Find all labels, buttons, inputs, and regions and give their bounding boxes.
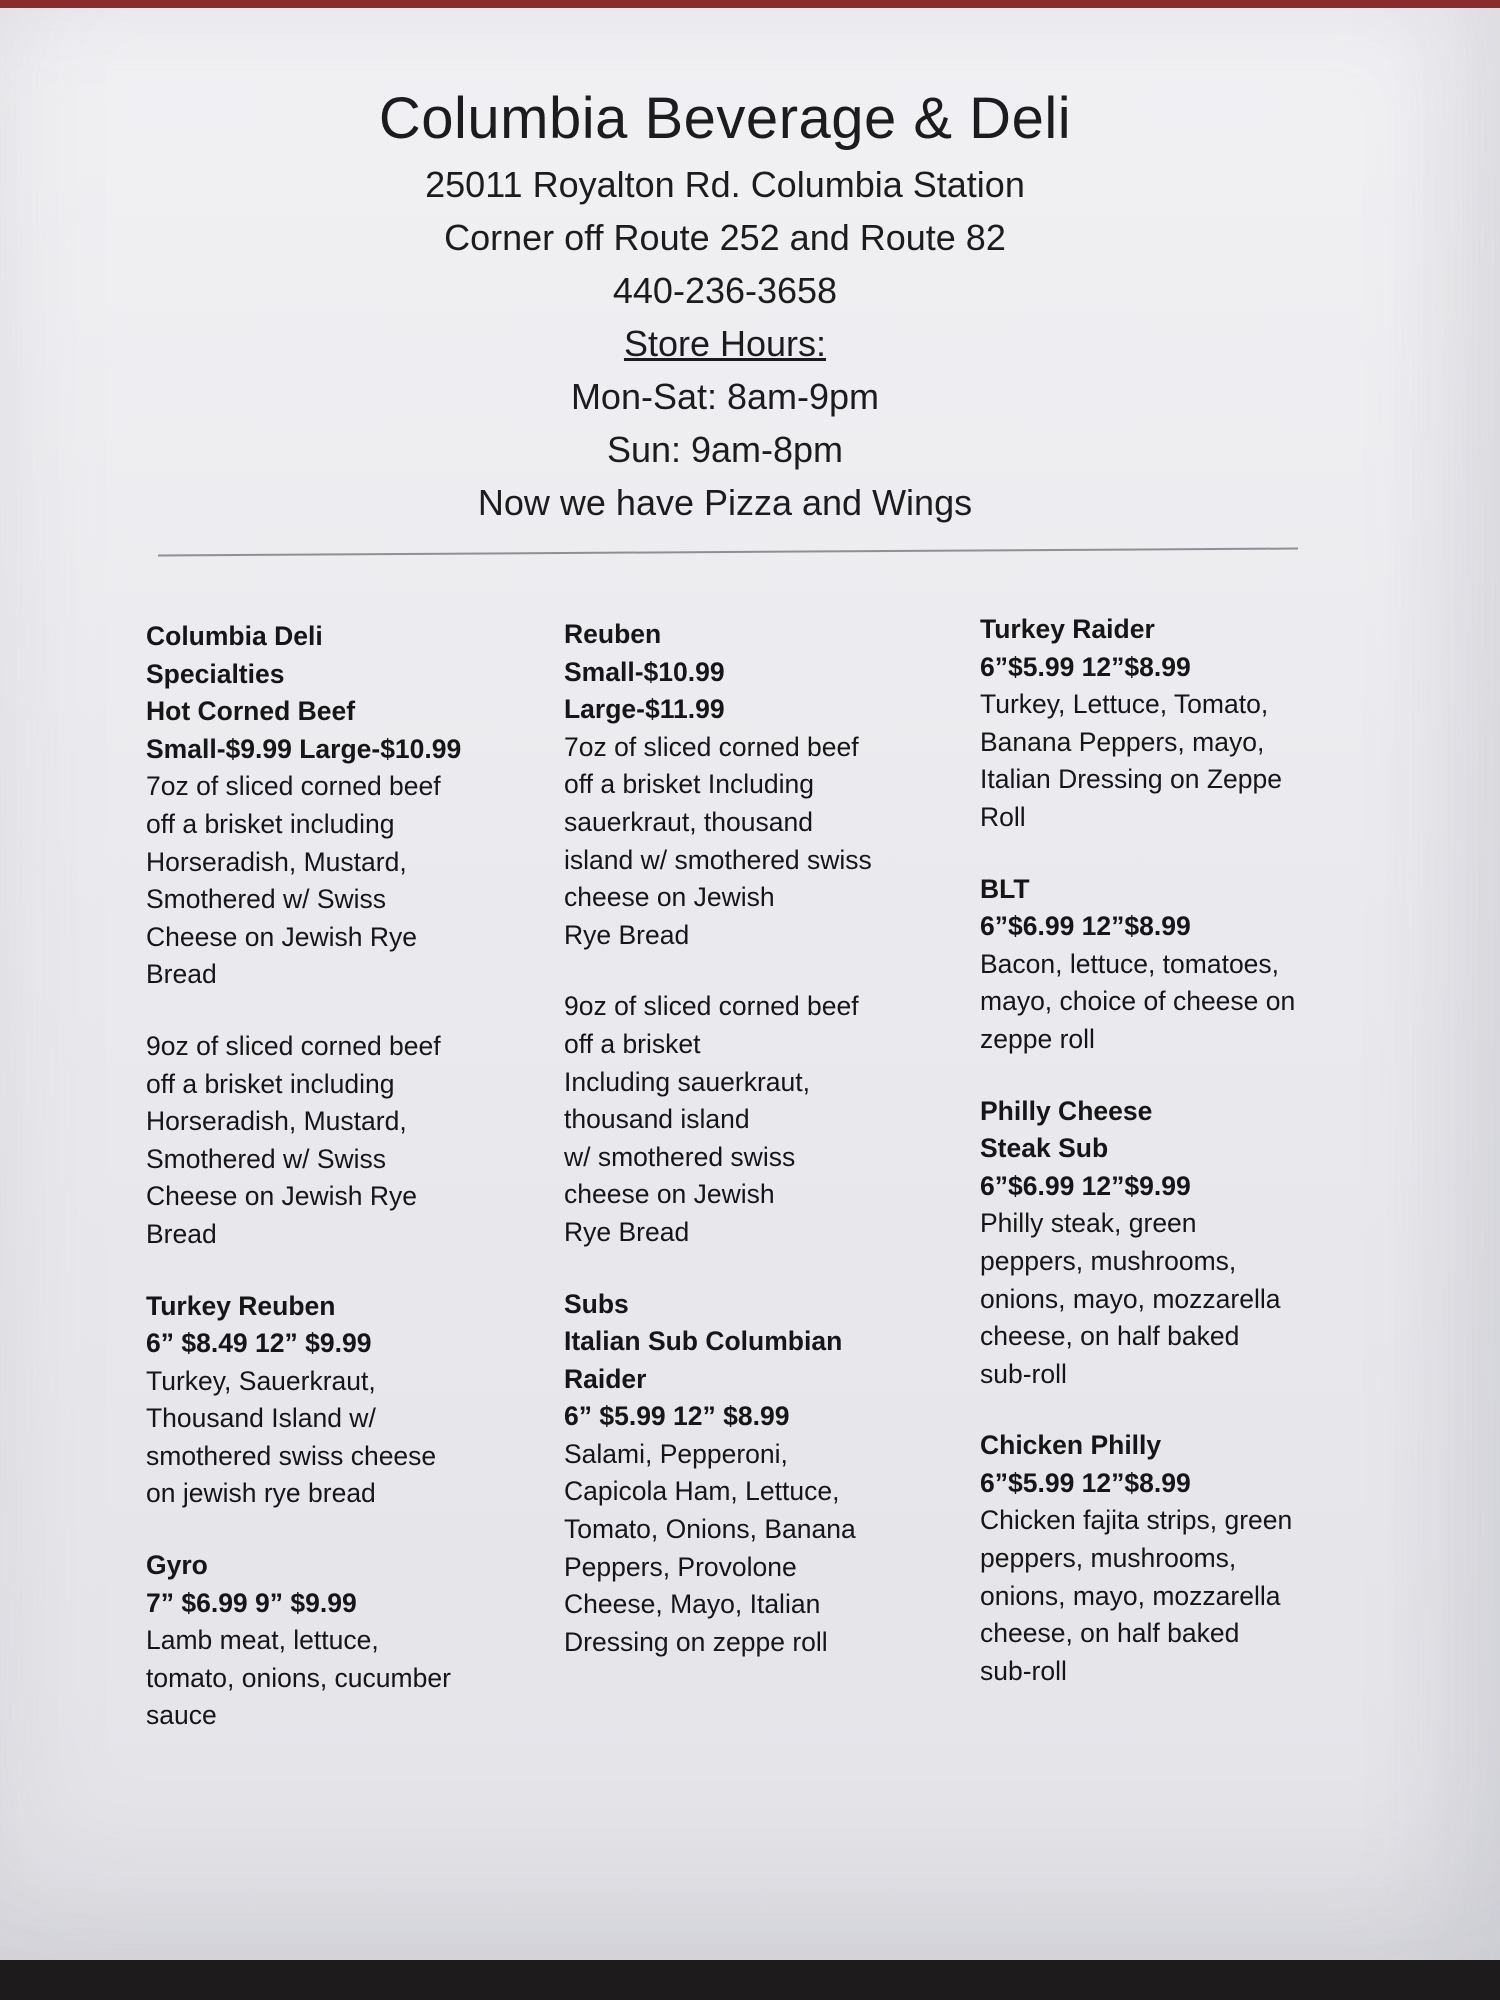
item-price: 7” $6.99 9” $9.99	[146, 1587, 357, 1618]
menu-item-blt	[980, 871, 1380, 1059]
item-description: Lamb meat, lettuce, tomato, onions, cucumber sauce	[146, 1625, 451, 1731]
menu-header	[0, 80, 1450, 529]
menu-item-hot-corned-beef	[146, 618, 546, 994]
item-description: Bacon, lettuce, tomatoes, mayo, choice of cheese on zeppe roll	[980, 948, 1296, 1054]
item-price-small: Small-$10.99	[564, 656, 725, 687]
item-description: Turkey, Sauerkraut, Thousand Island w/ smothered swiss cheese on jewish rye bread	[146, 1365, 437, 1509]
menu-sheet	[0, 8, 1500, 1966]
menu-item-reuben-large	[564, 988, 964, 1251]
item-description: 9oz of sliced corned beef off a brisket Including sauerkraut, thousand island w/ smothered swiss cheese on Jewish Rye Bread	[564, 991, 859, 1247]
item-price: 6” $8.49 12” $9.99	[146, 1328, 372, 1359]
item-price: Small-$9.99 Large-$10.99	[146, 733, 462, 764]
item-name: Turkey Raider	[980, 614, 1155, 644]
item-name: Italian Sub Columbian Raider	[564, 1326, 843, 1394]
announcement: Now we have Pizza and Wings	[477, 482, 973, 523]
menu-item-turkey-raider	[980, 611, 1380, 837]
menu-item-hot-corned-beef-large	[146, 1028, 546, 1254]
menu-column-2	[564, 616, 964, 1695]
item-name: BLT	[980, 873, 1030, 904]
hours-weekday: Mon-Sat: 8am-9pm	[570, 376, 880, 417]
item-price: 6”$5.99 12”$8.99	[980, 1467, 1191, 1498]
header-divider	[158, 548, 1298, 557]
item-description: Philly steak, green peppers, mushrooms, onions, mayo, mozzarella cheese, on half baked sub-roll	[980, 1208, 1281, 1389]
item-name: Philly Cheese Steak Sub	[980, 1095, 1153, 1164]
menu-item-chicken-philly	[980, 1427, 1380, 1690]
item-name: Turkey Reuben	[146, 1290, 336, 1321]
menu-column-1	[146, 618, 546, 1769]
menu-item-reuben	[564, 616, 964, 954]
item-price-large: Large-$11.99	[564, 694, 725, 725]
item-price: 6”$5.99 12”$8.99	[980, 651, 1191, 682]
hours-sunday: Sun: 9am-8pm	[606, 429, 844, 470]
menu-item-gyro	[146, 1547, 546, 1735]
item-name: Gyro	[146, 1550, 208, 1581]
item-price: 6” $5.99 12” $8.99	[564, 1401, 790, 1432]
item-name: Hot Corned Beef	[146, 696, 356, 727]
store-name: Columbia Beverage & Deli	[378, 86, 1072, 151]
item-name: Reuben	[564, 619, 662, 649]
menu-item-turkey-reuben	[146, 1288, 546, 1514]
item-description: 7oz of sliced corned beef off a brisket Including sauerkraut, thousand island w/ smothered swiss cheese on Jewish Rye Bread	[564, 731, 872, 950]
item-description: Chicken fajita strips, green peppers, mushrooms, onions, mayo, mozzarella cheese, on half baked sub-roll	[980, 1505, 1293, 1686]
item-description: 7oz of sliced corned beef off a brisket including Horseradish, Mustard, Smothered w/ Swiss Cheese on Jewish Rye Bread	[146, 771, 441, 990]
menu-item-italian-sub	[564, 1286, 964, 1662]
store-address: 25011 Royalton Rd. Columbia Station	[425, 164, 1025, 205]
section-title: Columbia Deli Specialties	[146, 621, 323, 689]
item-price: 6”$6.99 12”$8.99	[980, 911, 1191, 942]
item-description: Salami, Pepperoni, Capicola Ham, Lettuce, Tomato, Onions, Banana Peppers, Provolone Cheese, Mayo, Italian Dressing on zeppe roll	[564, 1438, 856, 1657]
item-name: Chicken Philly	[980, 1430, 1162, 1461]
item-price: 6”$6.99 12”$9.99	[980, 1170, 1191, 1201]
section-title: Subs	[564, 1288, 629, 1319]
store-phone: 440-236-3658	[612, 270, 838, 311]
table-edge-bottom	[0, 1960, 1500, 2000]
store-location: Corner off Route 252 and Route 82	[444, 217, 1006, 258]
hours-label: Store Hours:	[623, 323, 827, 364]
menu-column-3	[980, 611, 1380, 1724]
item-description: Turkey, Lettuce, Tomato, Banana Peppers, mayo, Italian Dressing on Zeppe Roll	[980, 689, 1282, 832]
menu-item-philly-cheese-steak	[980, 1093, 1380, 1394]
item-description: 9oz of sliced corned beef off a brisket including Horseradish, Mustard, Smothered w/ Swiss Cheese on Jewish Rye Bread	[146, 1030, 441, 1249]
